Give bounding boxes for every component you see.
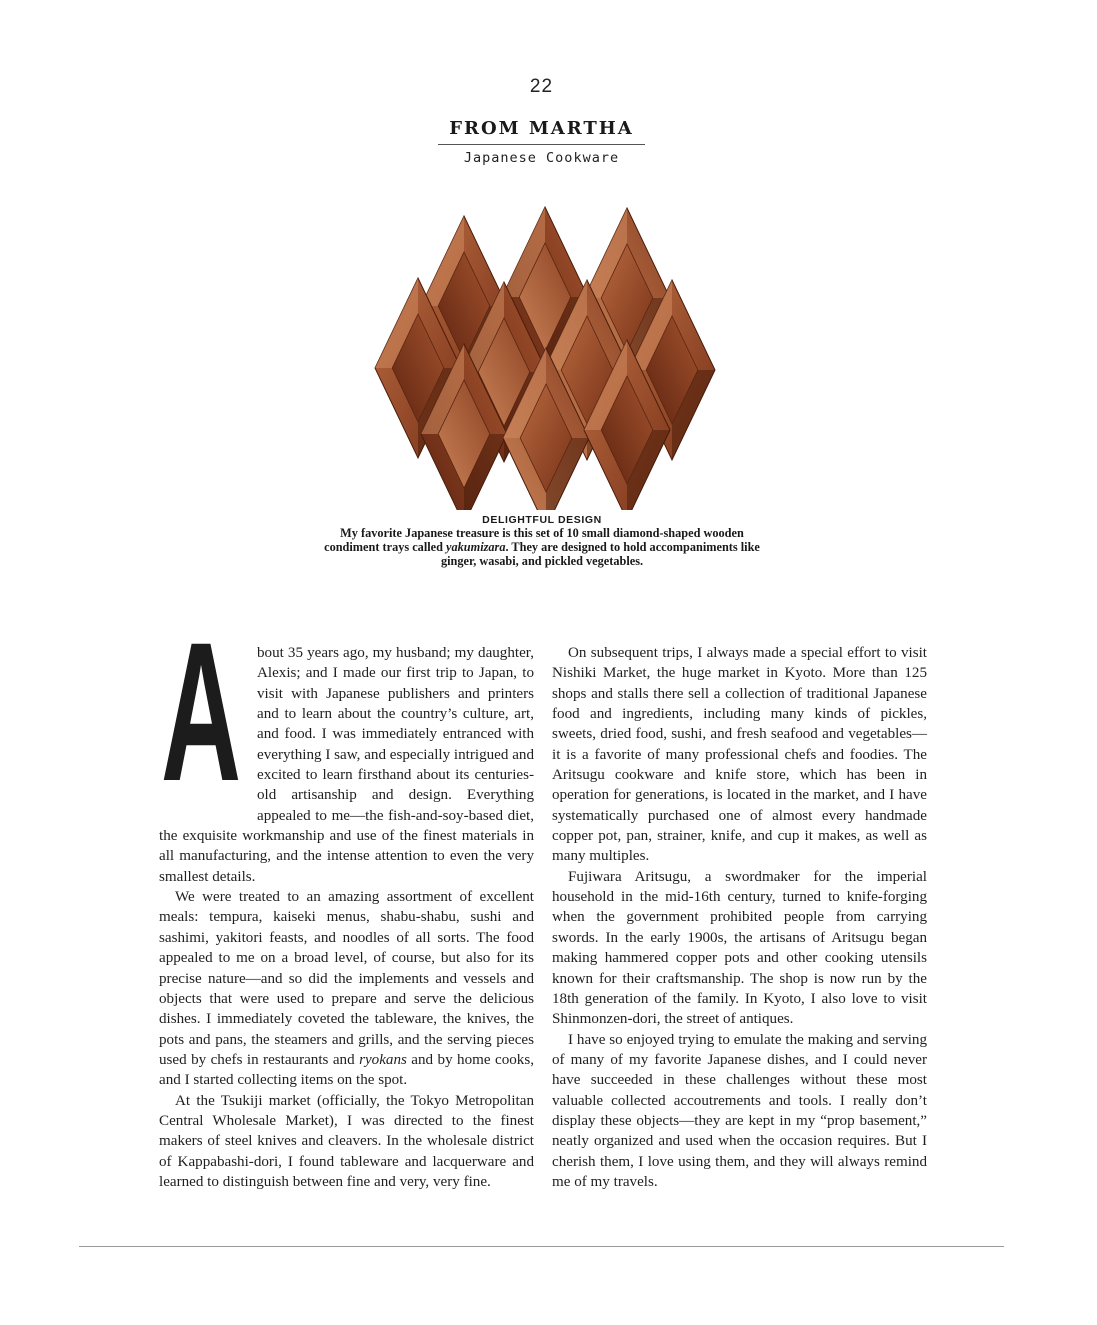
paragraph-italic-term: ryokans — [359, 1051, 407, 1068]
article-column-left — [159, 601, 534, 1192]
caption-kicker: DELIGHTFUL DESIGN — [482, 514, 602, 526]
article-paragraph: I have so enjoyed trying to emulate the making and serving of many of my favorite Japanese dishes, and I could never have succeeded in these challenges without these most valuable collected accoutrements and tools. I really don’t display these objects—they are kept in my “prop basement,” neatly organized and used when the occasion requires. But I cherish them, I love using them, and they will always remind me of my travels. — [552, 1031, 927, 1190]
paragraph-text: and by home cooks, and I started collecting items on the spot. — [159, 1051, 534, 1089]
page-number: 22 — [529, 76, 554, 97]
article-column-right — [552, 643, 927, 1192]
article-paragraph: bout 35 years ago, my husband; my daughter, Alexis; and I made our first trip to Japan, to visit with Japanese publishers and printers and to learn about the country’s culture, art, and food. I was immediately entranced with everything I saw, and especially intrigued and excited to learn firsthand about its centuries-old artisanship and design. Everything appealed to me—the fish-and-soy-based diet, the exquisite workmanship and use of the finest materials in all manufacturing, and the intense attention to even the very smallest details. — [159, 645, 534, 885]
title-divider — [438, 144, 645, 145]
drop-cap-letter: A — [161, 601, 239, 822]
section-title: FROM MARTHA — [449, 118, 634, 139]
caption-text-part: My favorite Japanese treasure is this set of 10 small diamond-shaped wooden condiment trays called — [324, 526, 744, 554]
caption-text — [320, 527, 764, 568]
drop-cap — [159, 601, 257, 822]
article-paragraph: At the Tsukiji market (officially, the Tokyo Metropolitan Central Wholesale Market), I was directed to the finest makers of steel knives and cleavers. In the wholesale district of Kappabashi-dori, I found tableware and lacquerware and learned to distinguish between fine and very, very fine. — [159, 1092, 534, 1190]
footer-rule — [79, 1246, 1004, 1247]
caption-italic-term: yakumizara — [446, 539, 506, 554]
section-subtitle: Japanese Cookware — [463, 150, 620, 166]
paragraph-text: We were treated to an amazing assortment of excellent meals: tempura, kaiseki menus, shabu-shabu, sushi and sashimi, yakitori feasts, and noodles of all sorts. The food appealed to me on a broad level, of course, but also for its precise nature—and so did the implements and vessels and objects that were used to prepare and serve the delicious dishes. I immediately coveted the tableware, the knives, the pots and pans, the steamers and grills, and the serving pieces used by chefs in restaurants and — [159, 889, 534, 1068]
diamond-trays-image — [360, 200, 730, 510]
article-paragraph: On subsequent trips, I always made a special effort to visit Nishiki Market, the huge market in Kyoto. More than 125 shops and stalls there sell a collection of traditional Japanese food and ingredients, including many kinds of pickles, sweets, dried food, sushi, and fresh seafood and vegetables—it is a favorite of many professional chefs and foodies. The Aritsugu cookware and knife store, which has been in operation for generations, is located in the market, and I have systematically purchased one of almost every handmade copper pot, pan, strainer, knife, and cup it makes, as well as many multiples. — [552, 645, 927, 865]
caption-text-part: . They are designed to hold accompaniments like ginger, wasabi, and pickled vegetables. — [440, 539, 760, 568]
article-paragraph — [159, 887, 534, 1090]
image-caption — [320, 513, 764, 568]
article-paragraph: Fujiwara Aritsugu, a swordmaker for the imperial household in the mid-16th century, turned to knife-forging when the government prohibited people from carrying swords. In the early 1900s, the artisans of Aritsugu began making hammered copper pots and other cooking utensils known for their craftsmanship. The shop is now run by the 18th generation of the family. In Kyoto, I also love to visit Shinmonzen-dori, the street of antiques. — [552, 868, 927, 1028]
